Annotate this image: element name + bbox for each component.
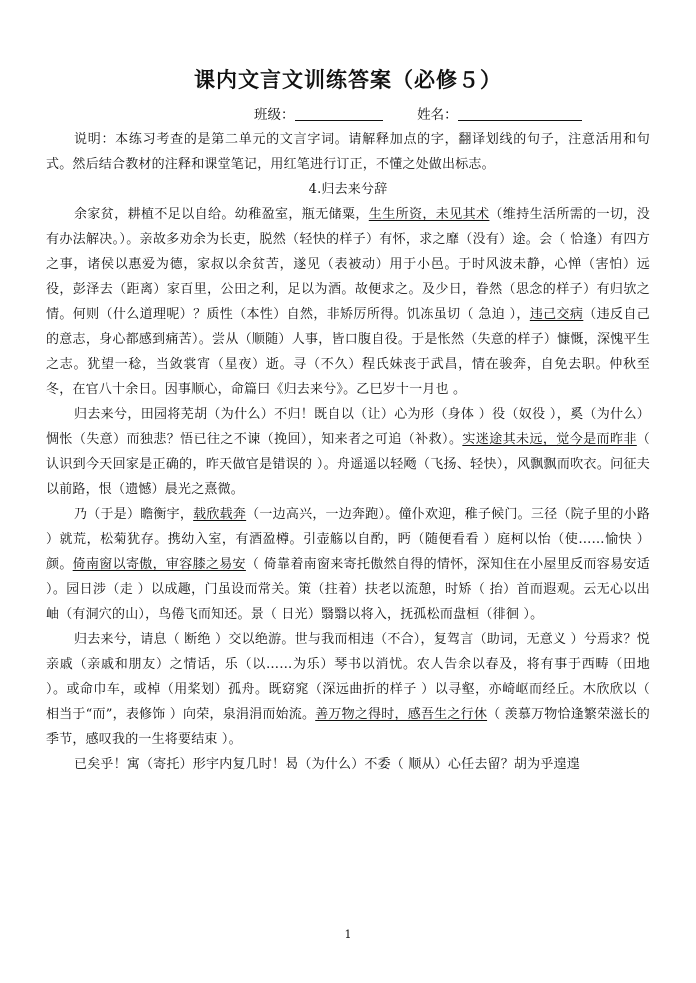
intro-text: 说明：本练习考查的是第二单元的文言字词。请解释加点的字，翻译划线的句子，注意活用和句式。然后结合教材的注释和课堂笔记，用红笔进行订正，不懂之处做出标志。 (46, 132, 650, 172)
paragraph-2 (46, 402, 650, 502)
student-info-line (254, 103, 582, 123)
document-title: 课内文言文训练答案（必修５） (194, 68, 502, 92)
paragraph-5 (46, 752, 650, 777)
class-label: 班级： (254, 107, 295, 123)
page-number: 1 (344, 928, 352, 941)
name-label: 姓名： (417, 107, 458, 123)
text-run: 余家贫，耕植不足以自给。幼稚盈室，瓶无储粟， (74, 207, 369, 222)
section-title: 4.归去来兮辞 (308, 182, 388, 197)
underlined-sentence: 载欣载奔 (193, 507, 247, 522)
text-run: （ 羡慕万物恰逢繁荣滋长的季节，感叹我的一生将要结束 ）。 (46, 707, 651, 747)
document-body (46, 127, 650, 777)
text-run: 归去来兮，请息（ 断绝 ）交以绝游。世与我而相违（不合），复驾言（助词，无意义 ）兮焉求？悦亲戚（亲戚和朋友）之情话，乐（以……为乐）琴书以消忧。农人告余以春及，将有事于西畴（田地 ）。或命巾车，或棹（用桨划）孤舟。既窈窕（深远曲折的样子 ）以寻壑，亦崎岖而经丘。木欣欣以（ 相当于“而”，表修饰 ）向荣，泉涓涓而始流。 (46, 632, 650, 722)
underlined-sentence: 善万物之得时，感吾生之行休 (315, 707, 488, 722)
paragraph-4 (46, 627, 650, 752)
underlined-sentence: 倚南窗以寄傲，审容膝之易安 (72, 557, 246, 572)
text-run: 乃（于是）瞻衡宇， (74, 507, 194, 522)
paragraph-3 (46, 502, 650, 627)
text-run: （违反自己的意志，身心都感到痛苦）。尝从（顺随）人事，皆口腹自役。于是怅然（失意的样子）慷慨，深愧平生之志。犹望一稔，当敛裳宵（星夜）逝。寻（不久）程氏妹丧于武昌，情在骏奔，自免去职。仲秋至冬，在官八十余日。因事顺心，命篇曰《归去来兮》。乙巳岁十一月也 。 (46, 307, 650, 397)
text-run: （ 认识到今天回家是正确的，昨天做官是错误的 ）。舟遥遥以轻飏（飞扬、轻快），风飘飘而吹衣。问征夫以前路，恨（遗憾）晨光之熹微。 (46, 432, 650, 497)
text-run: （维持生活所需的一切，没有办法解决。）。亲故多劝余为长吏，脱然（轻快的样子）有怀，求之靡（没有）途。会（ 恰逢）有四方之事，诸侯以惠爱为德，家叔以余贫苦，遂见（表被动）用于小邑。于时风波未静，心惮（害怕）远役，彭泽去（距离）家百里，公田之利，足以为酒。故便求之。及少日，眷然（思念的样子）有归欤之情。何则（什么道理呢）？质性（本性）自然，非矫厉所得。饥冻虽切（ 急迫 ）， (46, 207, 650, 322)
underlined-sentence: 实迷途其未远，觉今是而昨非 (462, 432, 637, 447)
underlined-sentence: 违己交病 (529, 307, 584, 322)
name-blank[interactable] (458, 106, 582, 121)
text-run: 已矣乎！寓（寄托）形宇内复几时！曷（为什么）不委（ 顺从）心任去留？胡为乎遑遑 (74, 757, 580, 772)
class-blank[interactable] (295, 106, 383, 121)
text-run: （一边高兴，一边奔跑）。僮仆欢迎，稚子候门。三径（院子里的小路 ）就荒，松菊犹存。携幼入室，有酒盈樽。引壶觞以自酌，眄（随便看看 ）庭柯以怡（使……愉快 ）颜。 (46, 507, 650, 572)
text-run: 归去来兮，田园将芜胡（为什么）不归！既自以（让）心为形（身体 ）役（奴役 ），奚（为什么）惆怅（失意）而独悲？悟已往之不谏（挽回），知来者之可追（补救）。 (46, 407, 650, 447)
text-run: （ 倚靠着南窗来寄托傲然自得的情怀，深知住在小屋里反而容易安适 ）。园日涉（走 ）以成趣，门虽设而常关。策（拄着）扶老以流憩，时矫（ 抬）首而遐观。云无心以出岫（有洞穴的山），鸟倦飞而知还。景（ 日光）翳翳以将入，抚孤松而盘桓（徘徊 ）。 (46, 557, 650, 622)
paragraph-preface (46, 202, 650, 402)
underlined-sentence: 生生所资，未见其术 (368, 207, 490, 222)
